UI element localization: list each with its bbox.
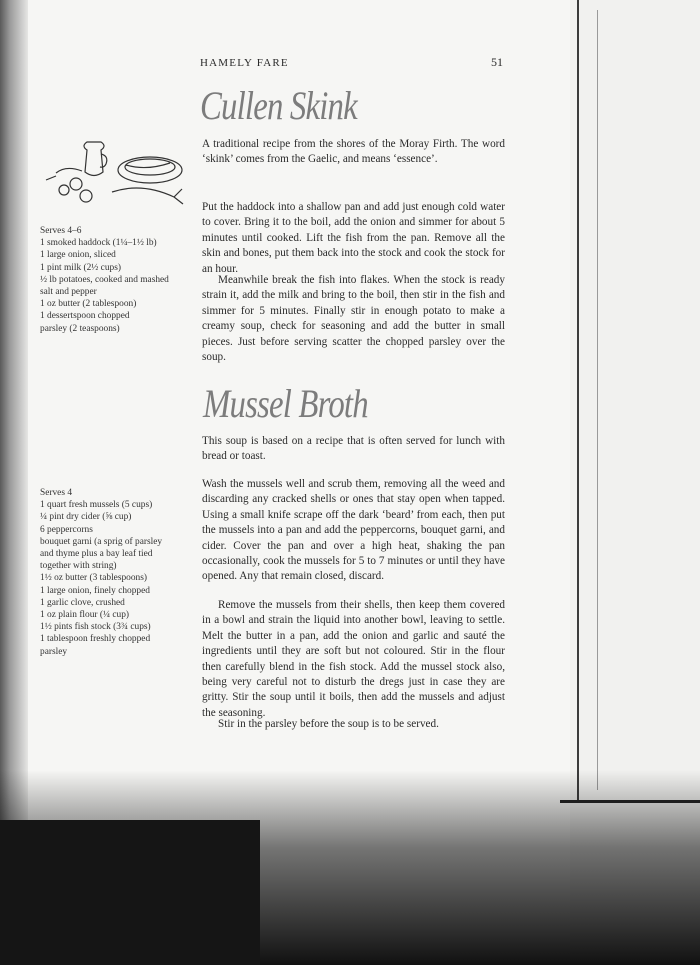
ingredient-item: 6 peppercorns xyxy=(40,524,93,535)
page-edge-line-faint xyxy=(597,10,598,790)
ingredient-serves: Serves 4–6 xyxy=(40,226,82,236)
ingredient-item: together with string) xyxy=(40,561,117,572)
ingredient-item: 1 pint milk (2½ cups) xyxy=(40,262,121,273)
method-para-2: Meanwhile break the fish into flakes. When the stock is ready strain it, add the milk and bring to the boil, then stir in the fish and simmer for 5 minutes. Finally stir in enough potato to make a creamy soup, check for seasoning and add the butter in small pieces. Just before serving scatter the chopped parsley over the soup. xyxy=(202,274,505,364)
ingredient-item: 1½ oz butter (3 tablespoons) xyxy=(40,573,148,584)
recipe-illustration xyxy=(42,140,192,216)
ingredient-item: 1 oz butter (2 tablespoon) xyxy=(40,299,137,310)
method-para-2: Remove the mussels from their shells, then keep them covered in a bowl and strain the liquid into another bowl, leaving to settle. Melt the butter in a pan, add the onion and garlic and sauté the ingredients until they are soft but not coloured. Stir in the flour then carefully blend in the fish stock. Add the mussel stock also, being very careful not to disturb the dregs just in case they are gritty. Stir the soup until it boils, then add the mussels and adjust the seasoning. xyxy=(202,599,505,719)
intro-cullen-skink: A traditional recipe from the shores of the Moray Firth. The word ‘skink’ comes from the Gaelic, and means ‘essence’. xyxy=(202,138,505,166)
ingredient-item: bouquet garni (a sprig of parsley xyxy=(40,536,163,547)
method-para-1: Wash the mussels well and scrub them, removing all the weed and discarding any cracked shells or ones that stay open when tapped. Using a small knife scrape off the dark ‘beard’ from each, then put the mussels into a pan and add the peppercorns, bouquet garni, and cider. Cover the pan and over a high heat, shaking the pan occasionally, cook the mussels for 5 to 7 minutes or until they have opened. Any that remain closed, discard. xyxy=(202,478,505,583)
ingredient-item: 1½ pints fish stock (3¾ cups) xyxy=(40,622,151,633)
method-para-1: Put the haddock into a shallow pan and add just enough cold water to cover. Bring it to the boil, add the onion and simmer for about 5 minutes until cooked. Lift the fish from the pan. Remove all the skin and bones, put them back into the stock and cook the stock for an hour. xyxy=(202,201,505,275)
ingredient-item: 1 quart fresh mussels (5 cups) xyxy=(40,500,153,511)
ingredient-item: ¼ pint dry cider (⅝ cup) xyxy=(40,512,132,523)
recipe-title-mussel-broth: Mussel Broth xyxy=(203,381,368,426)
ingredient-item: salt and pepper xyxy=(40,287,97,298)
ingredient-item: 1 oz plain flour (¼ cup) xyxy=(40,610,130,621)
ingredient-item: ½ lb potatoes, cooked and mashed xyxy=(40,274,169,285)
ingredient-item: 1 tablespoon freshly chopped xyxy=(40,634,151,645)
ingredient-item: parsley (2 teaspoons) xyxy=(40,323,120,334)
ingredient-item: and thyme plus a bay leaf tied xyxy=(40,549,153,560)
ingredient-item: 1 large onion, sliced xyxy=(40,250,116,261)
page-number: 51 xyxy=(491,55,503,69)
ingredient-item: parsley xyxy=(40,646,68,657)
method-para-3: Stir in the parsley before the soup is to be served. xyxy=(218,718,439,730)
ingredient-serves: Serves 4 xyxy=(40,488,73,498)
ingredient-item: 1 large onion, finely chopped xyxy=(40,585,150,596)
ingredient-item: 1 smoked haddock (1¼–1½ lb) xyxy=(40,238,157,249)
running-head: HAMELY FARE xyxy=(200,57,289,69)
page-edge-line xyxy=(577,0,579,800)
intro-mussel-broth: This soup is based on a recipe that is often served for lunch with bread or toast. xyxy=(202,435,505,463)
ingredient-item: 1 dessertspoon chopped xyxy=(40,311,130,322)
recipe-title-cullen-skink: Cullen Skink xyxy=(200,83,357,128)
facing-page-edge-line xyxy=(560,800,700,803)
ingredients-cullen-skink xyxy=(40,225,190,335)
ingredients-mussel-broth xyxy=(40,487,190,658)
scan-shadow-dark xyxy=(0,820,260,965)
ingredient-item: 1 garlic clove, crushed xyxy=(40,597,125,608)
